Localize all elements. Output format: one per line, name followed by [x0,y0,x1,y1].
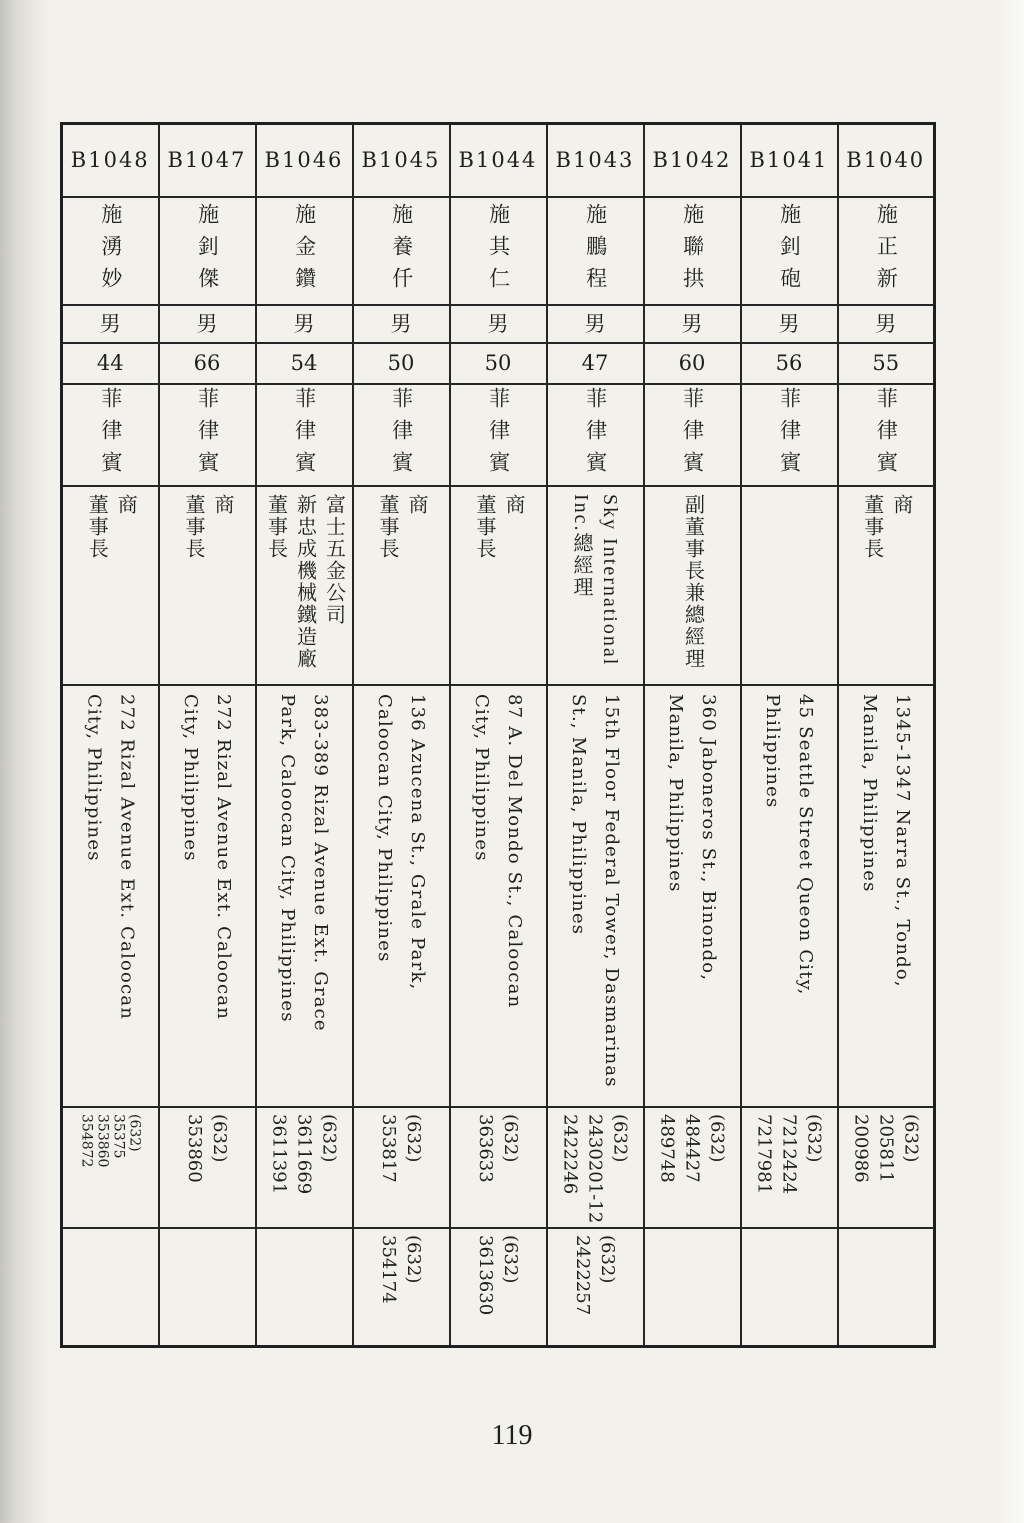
address-line: 272 Rizal Avenue Ext. Caloocan [213,694,234,1021]
id-cell [450,124,547,198]
record-id: B1048 [70,148,150,172]
name-cell [159,197,256,305]
age: 50 [484,351,512,375]
address-line: 360 Jaboneros St., Binondo, [698,694,719,982]
address-cell [838,685,935,1107]
occupation-line: 董事長 [473,494,495,560]
nationality: 菲律賓 [777,387,802,483]
occupation-line: Sky International [599,494,621,667]
name-cell [644,197,741,305]
age: 66 [193,351,221,375]
occupation-block [678,494,707,670]
phone2-cell [644,1228,741,1347]
id-cell [62,124,159,198]
row-gender [62,305,935,343]
address-cell [62,685,159,1107]
age-cell [838,343,935,384]
scan-gutter-shadow [0,0,48,1523]
age-cell [256,343,353,384]
age-cell [450,343,547,384]
gender-cell [62,305,159,343]
phone-line: (632) [597,1235,618,1284]
address-line: 15th Floor Federal Tower, Dasmarinas [601,694,622,1088]
phone-line: (632) [126,1114,143,1152]
phone-line: 2430201-12 [584,1114,606,1224]
phone-line: 2422246 [559,1114,581,1195]
gender: 男 [390,311,412,336]
address-line: City, Philippines [471,694,492,862]
age-cell [547,343,644,384]
address-line: 136 Azucena St., Grale Park, [407,694,428,991]
phone-line: 205811 [875,1114,897,1183]
name-cell [353,197,450,305]
phone1-block [78,1114,142,1167]
phone-line: (632) [500,1114,521,1163]
phone-line: 484427 [681,1114,703,1183]
nationality-cell [353,384,450,486]
address-cell [741,685,838,1107]
phone-line: (632) [706,1114,728,1163]
phone-line: 7212424 [778,1114,800,1195]
phone-line: 3611669 [293,1114,315,1195]
phone1-block [182,1114,232,1183]
phone-line: 489748 [656,1114,678,1183]
address-line: Manila, Philippines [665,694,686,893]
address-block [659,694,725,981]
phone1-cell [741,1107,838,1228]
record-id: B1042 [652,148,732,172]
address-block [465,694,531,1008]
phone-line: 353860 [184,1114,205,1183]
phone1-block [558,1114,633,1223]
phone-line: 2422257 [572,1235,593,1316]
gender: 男 [293,311,315,336]
id-cell [547,124,644,198]
phone1-cell [450,1107,547,1228]
occupation-cell [547,486,644,685]
occupation-block [566,494,624,666]
address-line: City, Philippines [83,694,105,862]
phone2-block [473,1235,523,1315]
address-block [756,694,822,996]
person-name: 施其仁 [486,203,511,299]
address-cell [450,685,547,1107]
id-cell [256,124,353,198]
nationality: 菲律賓 [389,387,414,483]
row-age [62,343,935,384]
age-cell [741,343,838,384]
nationality: 菲律賓 [195,387,220,483]
address-line: 1345-1347 Narra St., Tondo, [891,694,913,988]
phone1-cell [353,1107,450,1228]
occupation-line: 董事長 [860,494,883,560]
address-line: 383-389 Rizal Avenue Ext. Grace [310,694,331,1032]
age: 55 [872,351,900,375]
phone-line: (632) [803,1114,825,1163]
row-address [62,685,935,1107]
page-number: 119 [491,1420,533,1451]
person-name: 施湧妙 [98,203,123,299]
occupation-cell [62,486,159,685]
address-cell [159,685,256,1107]
name-cell [450,197,547,305]
address-line: Philippines [762,694,783,809]
nationality-cell [838,384,935,486]
gender-cell [256,305,353,343]
name-cell [741,197,838,305]
occupation-line: 商 [114,494,137,516]
occupation-cell [159,486,256,685]
phone-line: (632) [500,1235,521,1284]
phone1-cell [256,1107,353,1228]
gender-cell [353,305,450,343]
phone-line: 3613630 [475,1235,496,1316]
gender: 男 [681,311,703,336]
record-id: B1044 [458,148,538,172]
gender: 男 [487,311,509,336]
nationality-cell [644,384,741,486]
person-name: 施養仟 [389,203,414,299]
nationality-cell [62,384,159,486]
records-table [60,122,936,1348]
phone2-cell [838,1228,935,1347]
phone1-cell [159,1107,256,1228]
occupation-line: 副董事長兼總經理 [681,494,704,670]
nationality-cell [159,384,256,486]
phone1-cell [644,1107,741,1228]
name-cell [256,197,353,305]
age-cell [353,343,450,384]
occupation-block [178,494,236,560]
phone2-block [570,1235,620,1315]
nationality: 菲律賓 [874,387,899,483]
phone-line: 353817 [378,1114,399,1183]
name-cell [838,197,935,305]
age: 54 [290,351,318,375]
gender-cell [450,305,547,343]
occupation-block [857,494,915,560]
row-occupation [62,486,935,685]
nationality-cell [450,384,547,486]
phone-line: (632) [403,1114,424,1163]
phone1-cell [547,1107,644,1228]
record-id: B1043 [555,148,635,172]
gender-cell [741,305,838,343]
phone-line: (632) [403,1235,424,1284]
occupation-cell [838,486,935,685]
phone2-cell [353,1228,450,1347]
occupation-block [469,494,527,560]
gender-cell [838,305,935,343]
occupation-cell [741,486,838,685]
records-table-body [62,124,935,1347]
phone-line: (632) [900,1114,922,1163]
phone1-block [267,1114,342,1194]
phone1-cell [62,1107,159,1228]
address-block [368,694,434,990]
phone-line: 200986 [850,1114,872,1183]
occupation-line: 富士五金公司 [322,494,345,626]
gender: 男 [196,311,218,336]
name-cell [547,197,644,305]
occupation-line: 董事長 [85,494,108,560]
phone-line: (632) [609,1114,631,1163]
phone-line: 363633 [475,1114,496,1183]
phone1-block [655,1114,730,1183]
occupation-block [261,494,348,670]
gender: 男 [778,311,800,336]
phone2-cell [450,1228,547,1347]
phone-line: 35375 [110,1114,127,1159]
occupation-line: 董事長 [182,494,204,560]
person-name: 施釗砲 [777,203,802,299]
address-line: 272 Rizal Avenue Ext. Caloocan [116,694,138,1021]
address-line: Manila, Philippines [858,694,880,893]
address-cell [256,685,353,1107]
occupation-line: 新忠成機械鐵造廠 [293,494,316,670]
person-name: 施釗傑 [195,203,220,299]
scan-page-edge [998,0,1024,1523]
phone-line: 354174 [378,1235,399,1304]
address-cell [644,685,741,1107]
phone1-block [376,1114,426,1183]
occupation-line: 商 [405,494,427,516]
occupation-cell [450,486,547,685]
phone1-block [848,1114,923,1183]
occupation-line: 商 [502,494,524,516]
name-cell [62,197,159,305]
nationality: 菲律賓 [98,387,123,483]
nationality-cell [256,384,353,486]
address-block [562,694,628,1088]
nationality: 菲律賓 [583,387,608,483]
phone-line: 3611391 [268,1114,290,1195]
gender: 男 [584,311,606,336]
phone-line: (632) [318,1114,340,1163]
gender: 男 [99,311,121,336]
address-block [853,694,919,988]
person-name: 施聯拱 [680,203,705,299]
id-cell [159,124,256,198]
record-id: B1041 [749,148,829,172]
phone1-block [473,1114,523,1183]
phone2-cell [159,1228,256,1347]
gender: 男 [875,311,897,336]
occupation-line: 董事長 [376,494,398,560]
record-id: B1045 [361,148,441,172]
address-cell [353,685,450,1107]
id-cell [741,124,838,198]
id-cell [644,124,741,198]
occupation-cell [256,486,353,685]
age-cell [644,343,741,384]
row-phone1 [62,1107,935,1228]
row-nationality [62,384,935,486]
phone-line: 353860 [94,1114,111,1168]
nationality-cell [741,384,838,486]
phone2-cell [62,1228,159,1347]
address-block [77,694,143,1020]
gender-cell [644,305,741,343]
phone1-block [752,1114,827,1194]
occupation-cell [644,486,741,685]
person-name: 施鵬程 [583,203,608,299]
address-line: Park, Caloocan City, Philippines [277,694,298,1023]
address-line: 87 A. Del Mondo St., Caloocan [504,694,525,1009]
address-line: City, Philippines [180,694,201,862]
phone2-block [376,1235,426,1304]
phone-line: (632) [209,1114,230,1163]
record-id: B1040 [846,148,926,172]
phone2-cell [256,1228,353,1347]
phone2-cell [547,1228,644,1347]
phone1-cell [838,1107,935,1228]
address-cell [547,685,644,1107]
age-cell [159,343,256,384]
occupation-line: 董事長 [264,494,287,560]
nationality: 菲律賓 [486,387,511,483]
nationality: 菲律賓 [680,387,705,483]
age-cell [62,343,159,384]
nationality: 菲律賓 [292,387,317,483]
age: 50 [387,351,415,375]
occupation-line: 商 [889,494,912,516]
row-name [62,197,935,305]
address-line: Caloocan City, Philippines [374,694,395,963]
phone-line: 354872 [78,1114,95,1168]
phone2-cell [741,1228,838,1347]
record-id: B1047 [167,148,247,172]
nationality-cell [547,384,644,486]
address-line: St., Manila, Philippines [568,694,589,936]
gender-cell [159,305,256,343]
record-id: B1046 [264,148,344,172]
gender-cell [547,305,644,343]
person-name: 施金鑽 [292,203,317,299]
age: 44 [96,351,124,375]
age: 56 [775,351,803,375]
occupation-block [372,494,430,560]
age: 60 [678,351,706,375]
occupation-block [81,494,139,560]
age: 47 [581,351,609,375]
id-cell [838,124,935,198]
address-block [271,694,337,1032]
id-cell [353,124,450,198]
address-block [174,694,240,1020]
occupation-cell [353,486,450,685]
row-phone2 [62,1228,935,1347]
address-line: 45 Seattle Street Queon City, [795,694,816,996]
occupation-line: 商 [211,494,233,516]
person-name: 施正新 [874,203,899,299]
phone-line: 7217981 [753,1114,775,1195]
row-id [62,124,935,198]
occupation-line: Inc.總經理 [570,494,592,599]
